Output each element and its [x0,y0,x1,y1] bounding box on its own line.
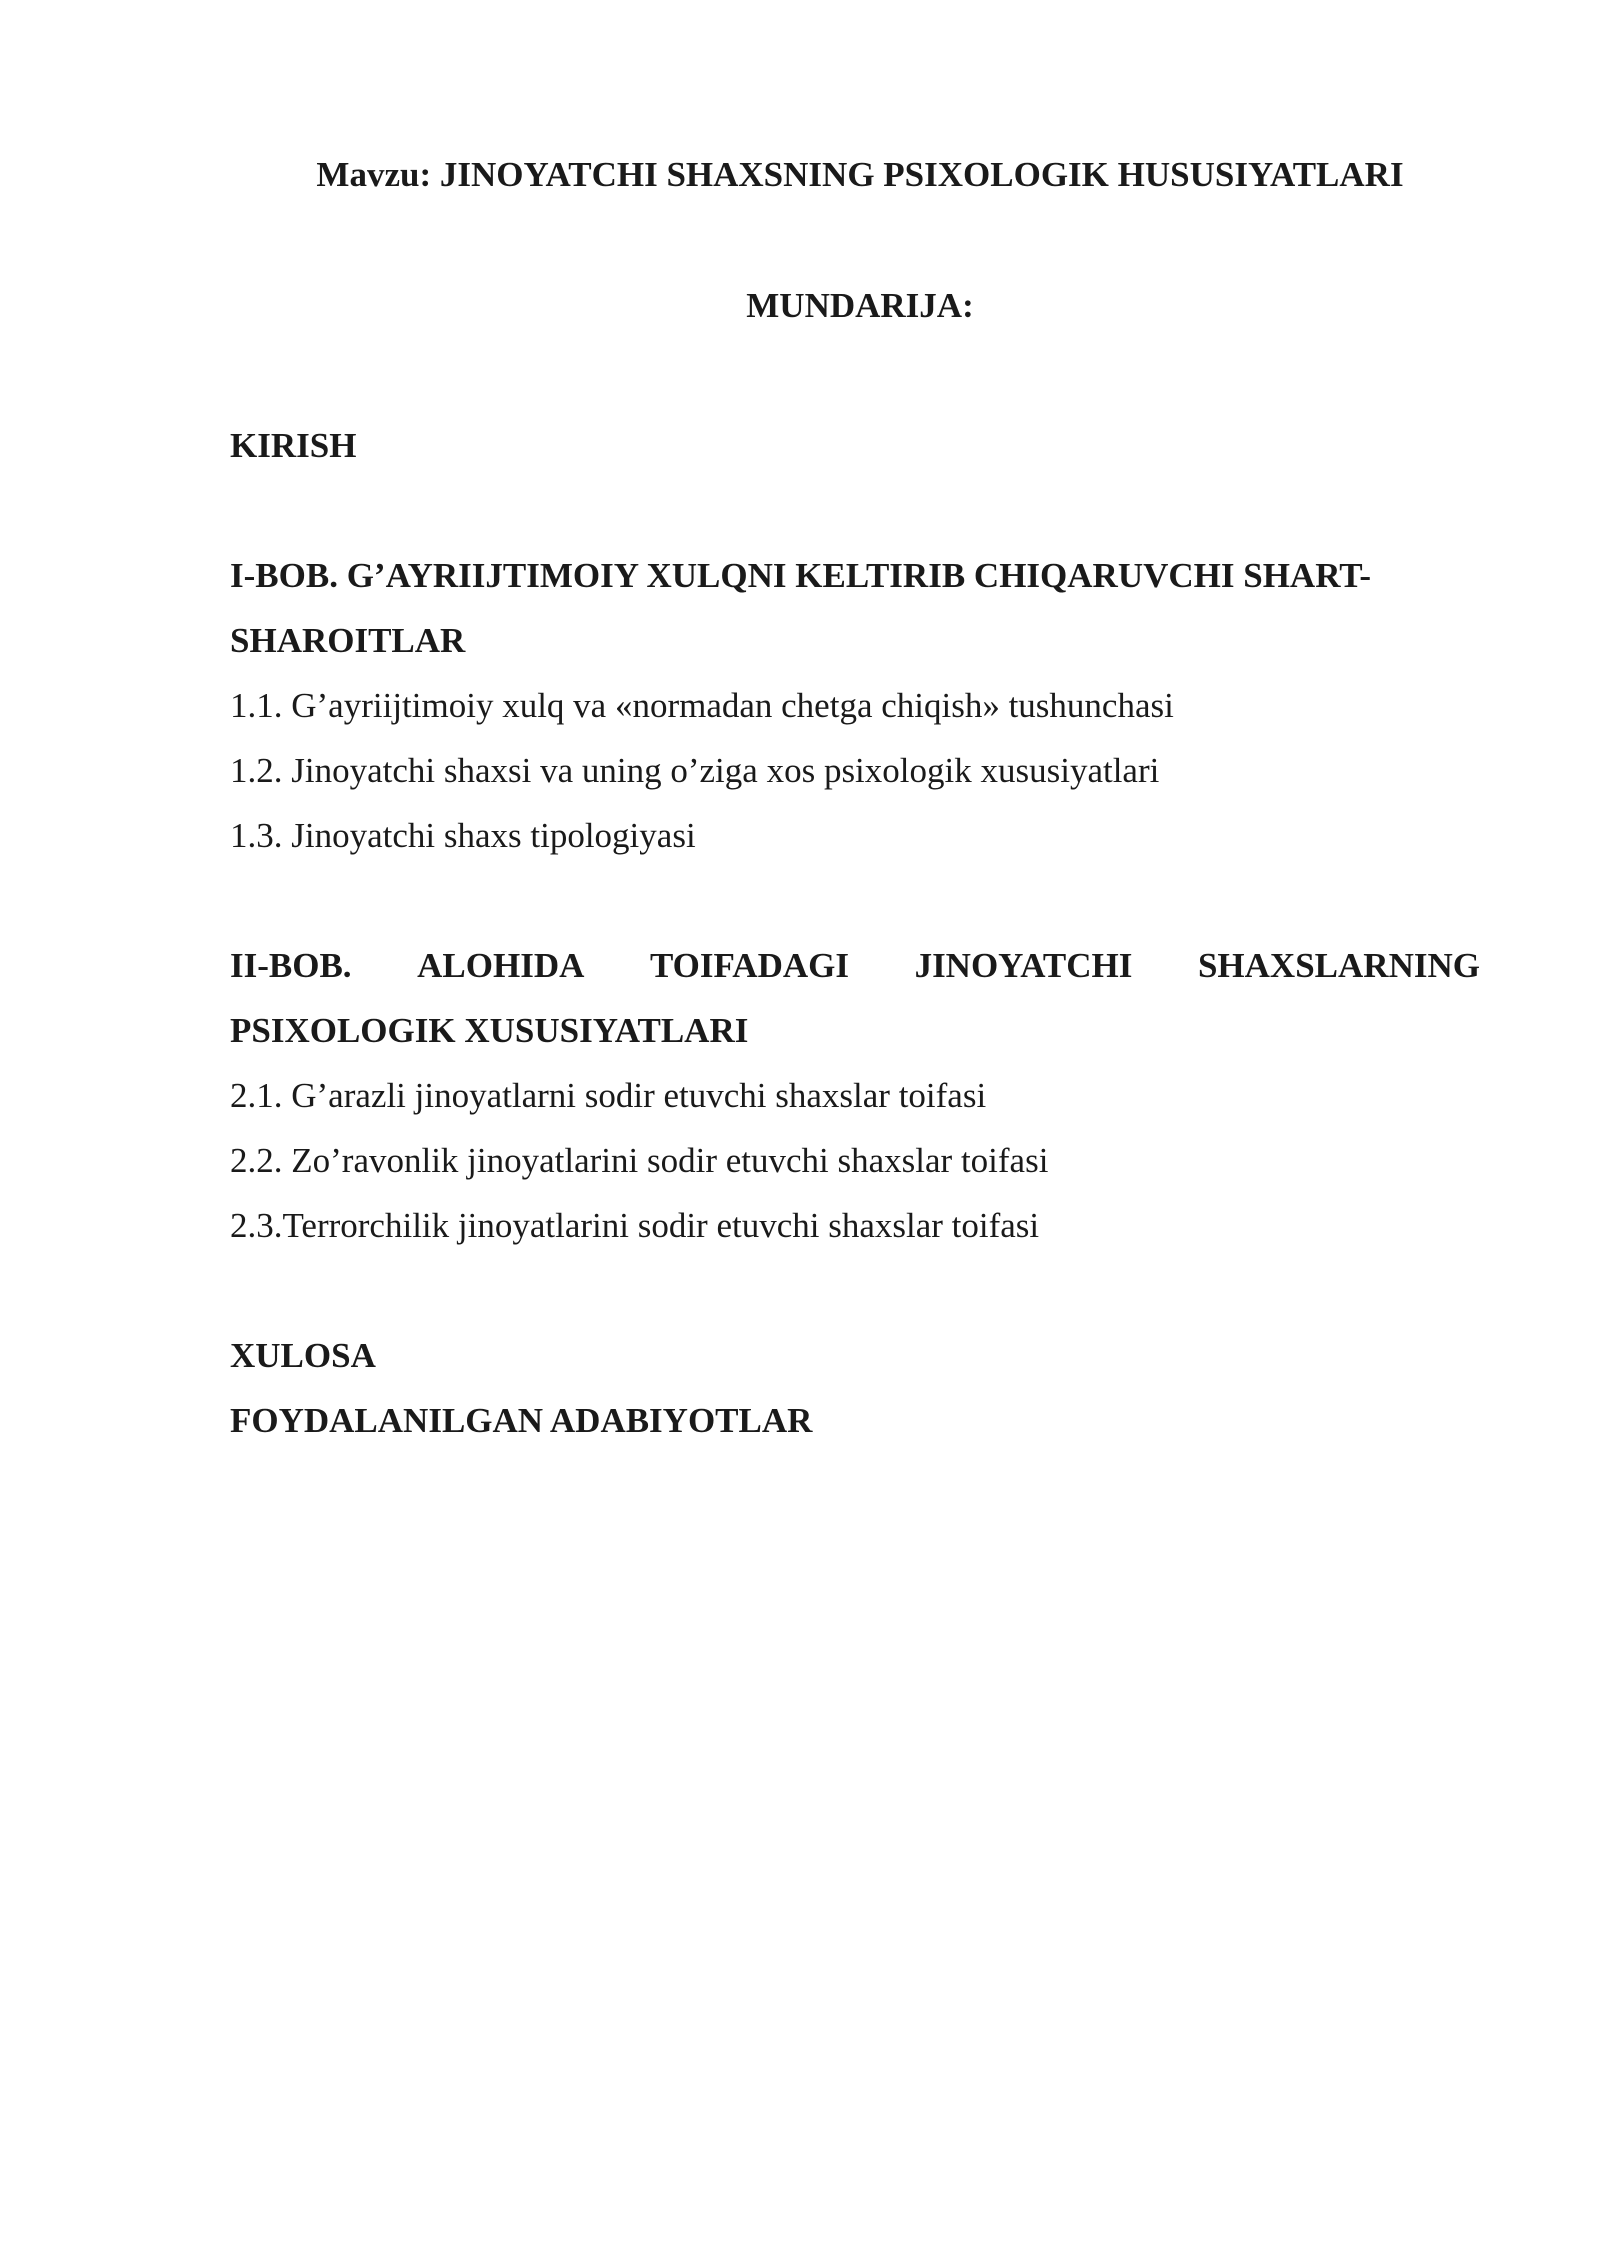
toc-entry-section-2-3: 2.3.Terrorchilik jinoyatlarini sodir etuvchi shaxslar toifasi [230,1206,1040,1245]
chapter2-heading-word: TOIFADAGI [649,946,849,985]
spacer [230,478,1480,543]
chapter1-heading-line2: SHAROITLAR [230,621,466,660]
chapter2-heading-word: JINOYATCHI [914,946,1133,985]
toc-entry-section-1-1: 1.1. G’ayriijtimoiy xulq va «normadan chetga chiqish» tushunchasi [230,686,1174,725]
toc-entry-conclusion: XULOSA [230,1336,376,1375]
spacer [230,868,1480,933]
chapter2-heading-word: ALOHIDA [417,946,585,985]
toc-entry-references: FOYDALANILGAN ADABIYOTLAR [230,1401,813,1440]
toc-entry-section-1-2: 1.2. Jinoyatchi shaxsi va uning o’ziga xos psixologik xususiyatlari [230,751,1160,790]
chapter2-heading-line2: PSIXOLOGIK XUSUSIYATLARI [230,1011,749,1050]
spacer [230,1258,1480,1323]
chapter2-heading-line1 [230,933,1480,998]
table-of-contents [230,413,1480,1453]
chapter2-heading-word: II-BOB. [230,946,352,985]
toc-entry-section-2-2: 2.2. Zo’ravonlik jinoyatlarini sodir etuvchi shaxslar toifasi [230,1141,1049,1180]
document-title: Mavzu: JINOYATCHI SHAXSNING PSIXOLOGIK HUSUSIYATLARI [316,155,1404,194]
toc-entry-intro: KIRISH [230,426,357,465]
chapter2-heading-word: SHAXSLARNING [1197,946,1480,985]
toc-entry-section-1-3: 1.3. Jinoyatchi shaxs tipologiyasi [230,816,696,855]
toc-heading: MUNDARIJA: [746,286,974,325]
chapter1-heading-line1: I-BOB. G’AYRIIJTIMOIY XULQNI KELTIRIB CHIQARUVCHI SHART- [230,556,1372,595]
toc-entry-section-2-1: 2.1. G’arazli jinoyatlarni sodir etuvchi shaxslar toifasi [230,1076,987,1115]
